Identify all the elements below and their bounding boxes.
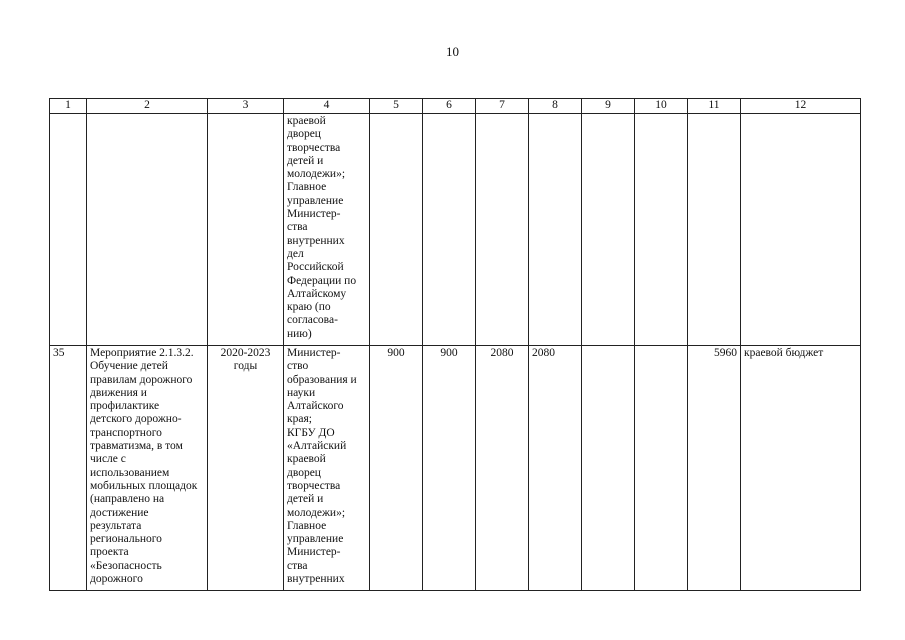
text-line: «Безопасность [90,559,162,572]
text-line: ства [287,559,308,572]
text-line: краевой [287,115,326,127]
text-line: травматизма, в том [90,440,183,453]
program-table [49,98,861,591]
header-cell: 10 [635,99,688,114]
text-line: результата [90,519,142,532]
text-line: ство [287,360,309,373]
cell-empty [582,114,635,346]
text-line: Министер- [287,546,341,559]
text-line: Главное [287,181,327,194]
header-row [50,99,861,114]
executors-lines [287,347,366,586]
text-line: (направлено на [90,493,165,506]
cell-row-number: 35 [50,346,87,591]
table-row-continuation [50,114,861,346]
text-line: молодежи»; [287,506,346,519]
text-line: согласова- [287,314,338,327]
text-line: использованием [90,466,170,479]
text-line: детского дорожно- [90,413,182,426]
text-line: движения и [90,386,147,399]
header-cell: 8 [529,99,582,114]
cell-empty [476,114,529,346]
text-line: профилактике [90,400,160,413]
text-line: Министер- [287,208,341,221]
text-line: КГБУ ДО [287,426,335,439]
header-cell: 6 [423,99,476,114]
text-line: Федерации по [287,274,357,287]
header-cell: 5 [370,99,423,114]
text-line: числе с [90,453,126,466]
period-lines [211,347,280,374]
text-line: детей и [287,154,324,167]
header-cell: 2 [87,99,208,114]
text-line: науки [287,386,316,399]
cell-empty [50,114,87,346]
cell-executors-continued [284,114,370,346]
text-line: достижение [90,506,149,519]
text-line: внутренних [287,234,345,247]
text-line: управление [287,194,344,207]
header-cell: 1 [50,99,87,114]
cell-value-2021: 900 [423,346,476,591]
cell-empty [423,114,476,346]
text-line: «Алтайский [287,440,347,453]
text-line: дорожного [90,573,143,586]
text-line: транспортного [90,426,162,439]
cell-empty [635,114,688,346]
text-line: образования и [287,373,357,386]
text-line: внутренних [287,573,345,586]
text-line: дворец [287,466,321,479]
text-line: годы [233,360,258,373]
header-cell: 7 [476,99,529,114]
cell-measure [87,346,208,591]
cell-empty [688,114,741,346]
text-line: детей и [287,493,324,506]
header-cell: 4 [284,99,370,114]
text-line: Алтайскому [287,287,347,300]
text-line: Министер- [287,347,341,359]
cell-period [208,346,284,591]
text-line: молодежи»; [287,168,346,181]
cell-funding-source: краевой бюджет [741,346,861,591]
text-line: творчества [287,141,341,154]
text-line: дворец [287,128,321,141]
text-line: правилам дорожного [90,373,193,386]
text-line: края; [287,413,312,426]
cell-empty [529,114,582,346]
cell-empty [87,114,208,346]
header-cell: 12 [741,99,861,114]
text-line: регионального [90,533,162,546]
measure-lines [90,347,204,586]
cell-value-9 [582,346,635,591]
cell-value-2023: 2080 [529,346,582,591]
text-line: краевой [287,453,326,466]
page-number: 10 [446,44,459,59]
text-line: Обучение детей [90,360,168,373]
cell-executors [284,346,370,591]
text-line: Мероприятие 2.1.3.2. [90,347,194,359]
text-line: проекта [90,546,129,559]
cell-total: 5960 [688,346,741,591]
text-line: управление [287,533,344,546]
header-cell: 11 [688,99,741,114]
header-cell: 3 [208,99,284,114]
text-line: краю (по [287,301,331,314]
text-line: Российской [287,261,344,274]
table-row-35 [50,346,861,591]
text-line: мобильных площадок [90,479,198,492]
cell-empty [208,114,284,346]
text-line: Алтайского [287,400,344,413]
cell-empty [370,114,423,346]
executors-lines [287,115,366,341]
cell-value-2020: 900 [370,346,423,591]
text-line: Главное [287,519,327,532]
text-line: дел [287,247,304,260]
text-line: творчества [287,479,341,492]
header-cell: 9 [582,99,635,114]
text-line: ства [287,221,308,234]
text-line: нию) [287,327,312,340]
cell-value-10 [635,346,688,591]
text-line: 2020-2023 [220,347,271,359]
cell-value-2022: 2080 [476,346,529,591]
cell-empty [741,114,861,346]
